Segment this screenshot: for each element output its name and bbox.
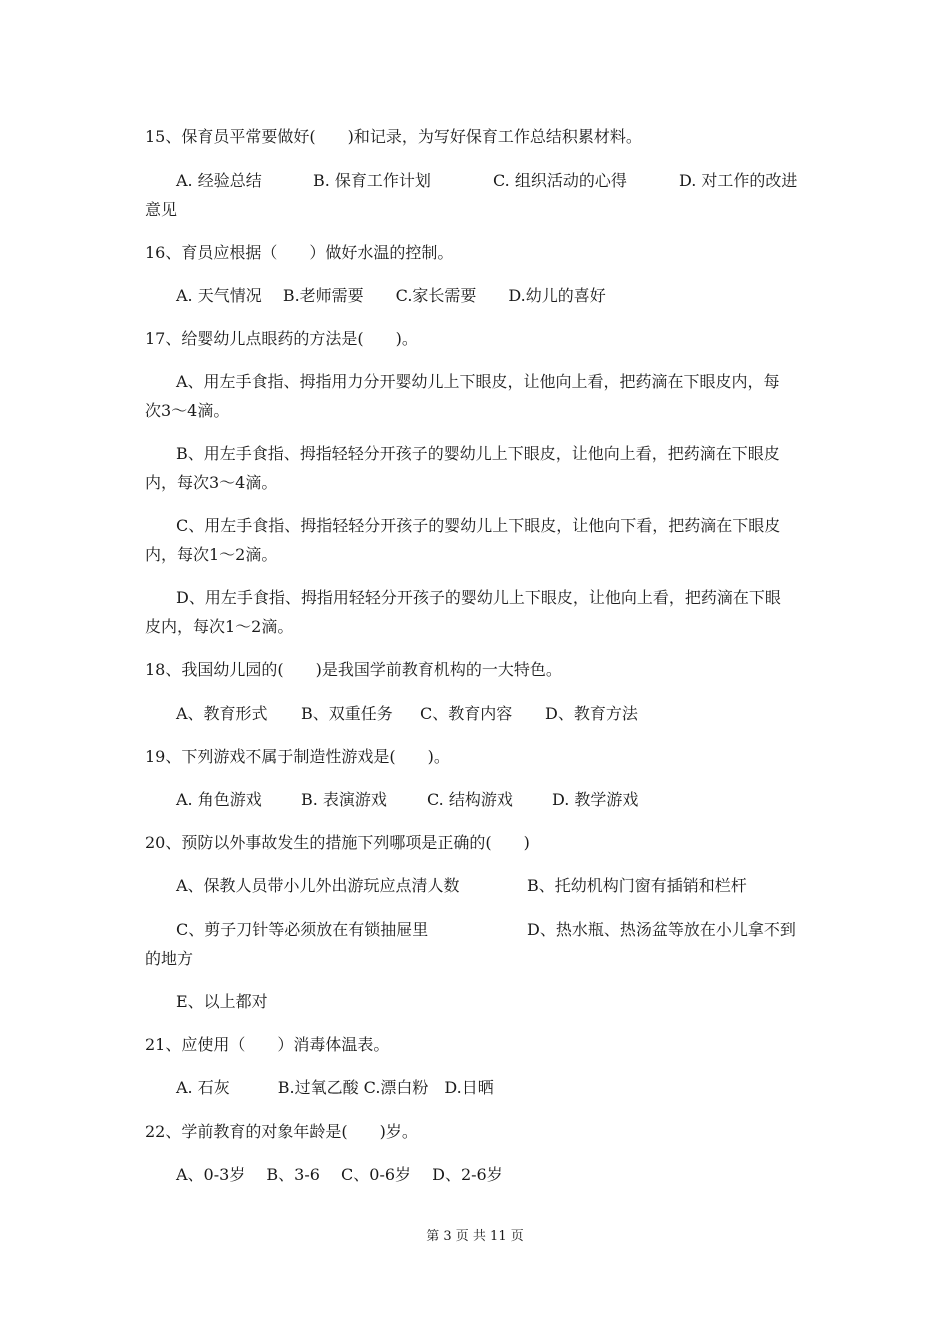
question-20-option-c: C、剪子刀针等必须放在有锁抽屉里 <box>176 920 429 939</box>
question-20-stem: 20、预防以外事故发生的措施下列哪项是正确的( ) <box>145 833 530 852</box>
question-17-option-a: A、用左手食指、拇指用力分开婴幼儿上下眼皮，让他向上看，把药滴在下眼皮内，每 <box>176 372 780 391</box>
question-15-options <box>0 171 950 191</box>
question-17-option-c-continued: 内，每次1～2滴。 <box>145 545 278 564</box>
question-17-option-d-continued: 皮内，每次1～2滴。 <box>145 617 294 636</box>
question-15-option-a: A. 经验总结 <box>176 171 262 190</box>
question-15-option-b: B. 保育工作计划 <box>313 171 431 190</box>
question-17-option-d: D、用左手食指、拇指用轻轻分开孩子的婴幼儿上下眼皮，让他向上看，把药滴在下眼 <box>176 588 781 607</box>
question-18-option-d: D、教育方法 <box>545 704 638 723</box>
question-19-options <box>0 790 950 810</box>
question-20-option-a: A、保教人员带小儿外出游玩应点清人数 <box>176 876 460 895</box>
page-number-footer: 第 3 页 共 11 页 <box>426 1229 524 1244</box>
question-22-options: A、0-3岁 B、3-6 C、0-6岁 D、2-6岁 <box>176 1165 503 1184</box>
question-20-option-d-continued: 的地方 <box>145 949 194 968</box>
question-19-option-b: B. 表演游戏 <box>301 790 387 809</box>
question-18-option-b: B、双重任务 <box>301 704 393 723</box>
question-20-option-b: B、托幼机构门窗有插销和栏杆 <box>527 876 747 895</box>
question-18-options <box>0 704 950 724</box>
question-20-option-e: E、以上都对 <box>176 992 268 1011</box>
question-17-option-c: C、用左手食指、拇指轻轻分开孩子的婴幼儿上下眼皮，让他向下看，把药滴在下眼皮 <box>176 516 781 535</box>
question-17-option-b-continued: 内，每次3～4滴。 <box>145 473 278 492</box>
question-15-option-c: C. 组织活动的心得 <box>493 171 627 190</box>
question-15-option-d-continued: 意见 <box>145 200 178 219</box>
question-18-option-c: C、教育内容 <box>420 704 513 723</box>
question-19-stem: 19、下列游戏不属于制造性游戏是( )。 <box>145 747 450 766</box>
question-19-option-c: C. 结构游戏 <box>427 790 513 809</box>
question-20-option-d: D、热水瓶、热汤盆等放在小儿拿不到 <box>527 920 796 939</box>
question-21-stem: 21、应使用（ ）消毒体温表。 <box>145 1035 390 1054</box>
question-17-option-a-continued: 次3～4滴。 <box>145 401 230 420</box>
question-15-option-d: D. 对工作的改进 <box>679 171 798 190</box>
question-16-stem: 16、育员应根据（ ）做好水温的控制。 <box>145 243 454 262</box>
question-19-option-d: D. 教学游戏 <box>552 790 639 809</box>
question-19-option-a: A. 角色游戏 <box>176 790 262 809</box>
question-20-options-row-2 <box>0 920 950 940</box>
question-18-option-a: A、教育形式 <box>176 704 268 723</box>
question-20-options-row-1 <box>0 876 950 896</box>
question-17-option-b: B、用左手食指、拇指轻轻分开孩子的婴幼儿上下眼皮，让他向上看，把药滴在下眼皮 <box>176 444 780 463</box>
question-17-stem: 17、给婴幼儿点眼药的方法是( )。 <box>145 329 418 348</box>
question-16-options: A. 天气情况 B.老师需要 C.家长需要 D.幼儿的喜好 <box>176 286 606 305</box>
question-22-stem: 22、学前教育的对象年龄是( )岁。 <box>145 1122 418 1141</box>
question-21-options: A. 石灰 B.过氧乙酸 C.漂白粉 D.日晒 <box>176 1078 494 1097</box>
question-18-stem: 18、我国幼儿园的( )是我国学前教育机构的一大特色。 <box>145 660 562 679</box>
question-15-stem: 15、保育员平常要做好( )和记录，为写好保育工作总结积累材料。 <box>145 127 642 146</box>
